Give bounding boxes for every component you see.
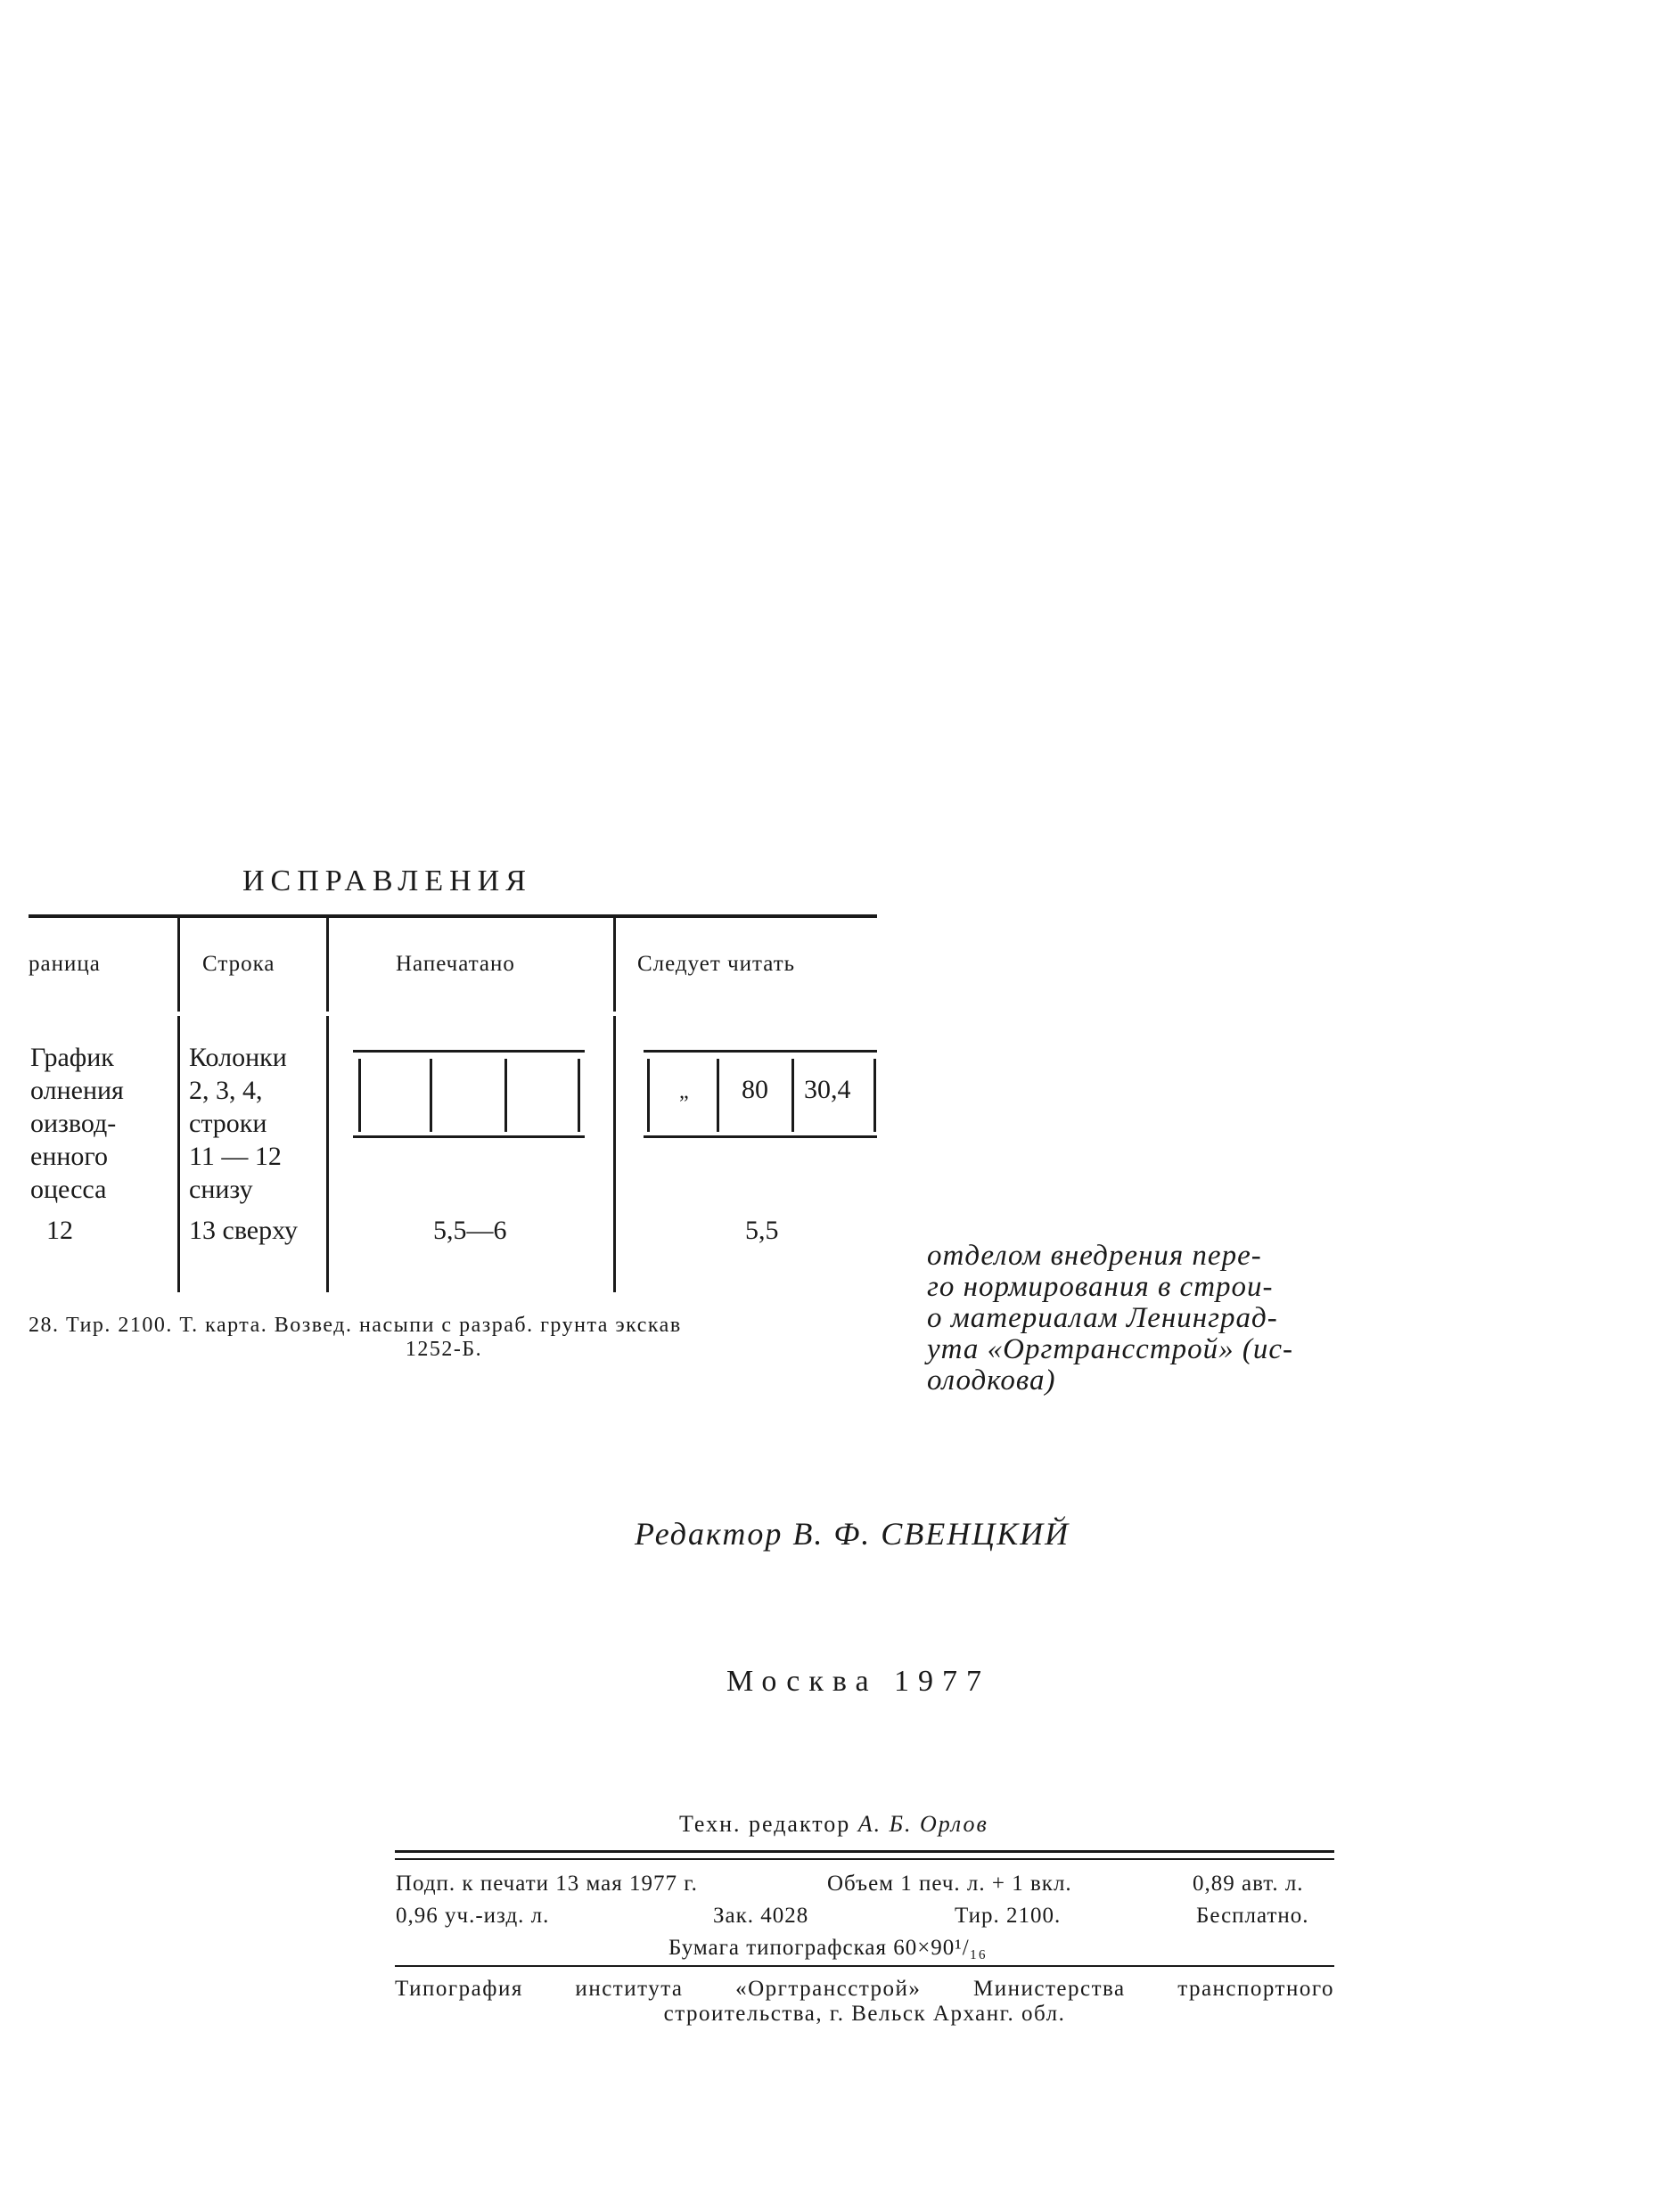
- mini-table-rule: [644, 1050, 877, 1053]
- should-read-cell: 30,4: [804, 1075, 851, 1104]
- imprint-price: Бесплатно.: [1196, 1904, 1309, 1928]
- footnote-line: 1252-Б.: [405, 1338, 483, 1361]
- imprint-order: Зак. 4028: [713, 1904, 809, 1928]
- row1-line-line: Колонки: [189, 1043, 287, 1072]
- corrections-title: ИСПРАВЛЕНИЯ: [242, 864, 532, 897]
- mini-table-divider: [647, 1059, 650, 1132]
- printed-mini-table: [353, 1050, 585, 1139]
- row1-page-line: енного: [30, 1142, 108, 1171]
- row1-line-line: строки: [189, 1109, 267, 1138]
- header-printed: Напечатано: [396, 952, 515, 976]
- row1-page-cell: [30, 1041, 124, 1206]
- side-text-fragment: [927, 1241, 1293, 1397]
- printing-house-line: строительства, г. Вельск Арханг. обл.: [663, 2002, 1066, 2026]
- row1-page-line: оцесса: [30, 1175, 107, 1204]
- row1-page-line: График: [30, 1043, 114, 1072]
- column-divider: [326, 918, 329, 1012]
- column-divider: [613, 918, 616, 1012]
- column-divider: [177, 918, 180, 1012]
- tech-editor: [679, 1811, 988, 1838]
- tech-editor-name: А. Б. Орлов: [857, 1811, 988, 1837]
- mini-table-divider: [791, 1059, 794, 1132]
- should-read-cell: 80: [742, 1075, 768, 1104]
- should-read-cell: „: [679, 1080, 689, 1103]
- imprint-rule: [395, 1965, 1334, 1967]
- mini-table-rule: [353, 1135, 585, 1138]
- side-text-line: отделом внедрения пере-: [927, 1240, 1262, 1272]
- imprint-signed: Подп. к печати 13 мая 1977 г.: [396, 1872, 698, 1896]
- row1-line-cell: [189, 1041, 287, 1206]
- imprint-rule: [395, 1858, 1334, 1860]
- row1-line-line: 11 — 12: [189, 1142, 282, 1171]
- imprint-volume: Объем 1 печ. л. + 1 вкл.: [827, 1872, 1072, 1896]
- header-should-read: Следует читать: [637, 952, 796, 976]
- tech-editor-label: Техн. редактор: [679, 1811, 851, 1837]
- mini-table-divider: [430, 1059, 432, 1132]
- imprint-print-run: Тир. 2100.: [955, 1904, 1062, 1928]
- mini-table-divider: [578, 1059, 580, 1132]
- header-page: раница: [29, 952, 101, 976]
- row2-line: 13 сверху: [189, 1216, 298, 1245]
- column-divider: [177, 1016, 180, 1292]
- side-text-line: о материалам Ленинград-: [927, 1302, 1278, 1334]
- row2-page: 12: [46, 1216, 73, 1245]
- city-year: Москва 1977: [726, 1665, 991, 1698]
- mini-table-divider: [873, 1059, 876, 1132]
- editor-credit: Редактор В. Ф. СВЕНЦКИЙ: [635, 1516, 1070, 1552]
- column-divider: [613, 1016, 616, 1292]
- row2-printed: 5,5—6: [433, 1216, 507, 1245]
- imprint-edit-sheets: 0,96 уч.-изд. л.: [396, 1904, 550, 1928]
- mini-table-rule: [353, 1050, 585, 1053]
- row1-line-line: снизу: [189, 1175, 253, 1204]
- should-read-mini-table: [644, 1050, 877, 1139]
- side-text-line: ута «Оргтрансстрой» (ис-: [927, 1333, 1294, 1365]
- printing-house: [395, 1977, 1334, 2027]
- corrections-top-rule: [29, 914, 877, 918]
- row2-should-read: 5,5: [745, 1216, 779, 1245]
- header-line: Строка: [202, 952, 275, 976]
- mini-table-divider: [358, 1059, 361, 1132]
- mini-table-rule: [644, 1135, 877, 1138]
- side-text-line: олодкова): [927, 1364, 1056, 1397]
- imprint-author-sheets: 0,89 авт. л.: [1193, 1872, 1304, 1896]
- printing-house-line: Типография института «Оргтрансстрой» Министерства транспортного: [395, 1977, 1334, 2001]
- footnote-line: 28. Тир. 2100. Т. карта. Возвед. насыпи с разраб. грунта экскав: [29, 1314, 682, 1337]
- corrections-footnote: [29, 1314, 877, 1362]
- imprint-paper: Бумага типографская 60×90¹/₁₆: [668, 1936, 988, 1960]
- column-divider: [326, 1016, 329, 1292]
- imprint-rule: [395, 1850, 1334, 1853]
- row1-page-line: олнения: [30, 1076, 124, 1105]
- mini-table-divider: [717, 1059, 719, 1132]
- row1-page-line: оизвод-: [30, 1109, 117, 1138]
- row1-line-line: 2, 3, 4,: [189, 1076, 263, 1105]
- side-text-line: го нормирования в строи-: [927, 1271, 1274, 1303]
- mini-table-divider: [504, 1059, 507, 1132]
